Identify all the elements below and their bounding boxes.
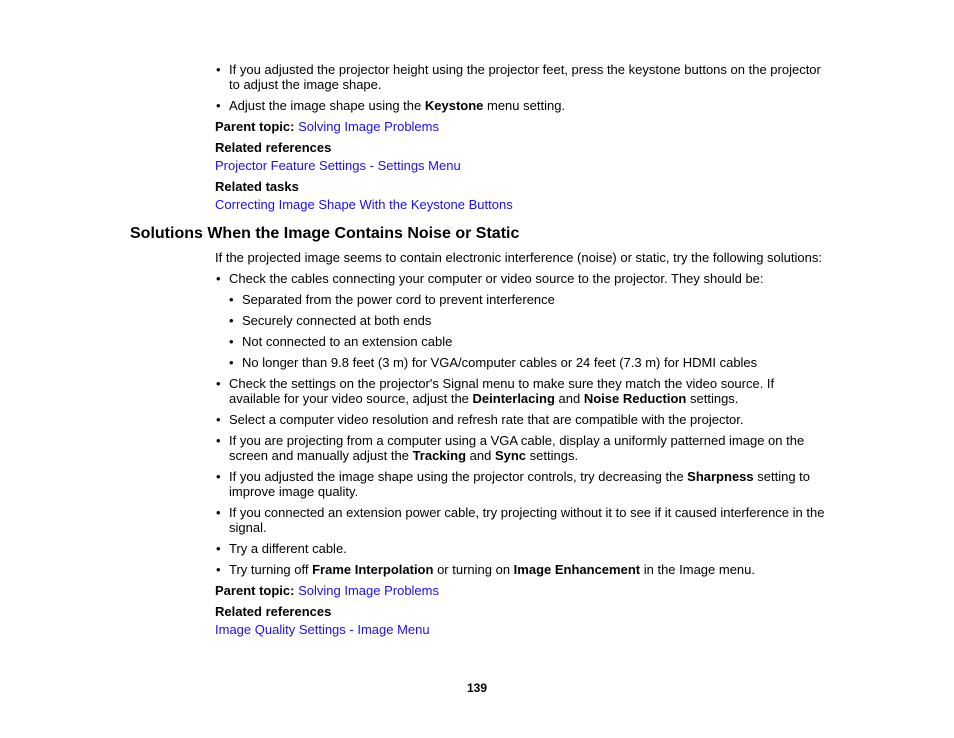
list-item: • Try turning off Frame Interpolation or turning on Image Enhancement in the Image menu. xyxy=(215,562,825,577)
parent-topic-label: Parent topic: xyxy=(215,583,295,598)
parent-topic xyxy=(215,583,825,598)
list-item: • Check the settings on the projector's Signal menu to make sure they match the video source. If available for your video source, adjust the Deinterlacing and Noise Reduction settings. xyxy=(215,376,825,406)
noise-section xyxy=(215,250,825,643)
list-item: • Adjust the image shape using the Keystone menu setting. xyxy=(215,98,825,113)
sub-list-item: • Not connected to an extension cable xyxy=(228,334,825,349)
parent-topic-link[interactable]: Solving Image Problems xyxy=(298,583,439,598)
related-tasks-label: Related tasks xyxy=(215,179,299,194)
list-item: • Try a different cable. xyxy=(215,541,825,556)
list-item: • Select a computer video resolution and refresh rate that are compatible with the projector. xyxy=(215,412,825,427)
list-item: • Check the cables connecting your computer or video source to the projector. They should be: xyxy=(215,271,825,286)
top-section xyxy=(215,62,825,218)
intro-paragraph: If the projected image seems to contain electronic interference (noise) or static, try the following solutions: xyxy=(215,250,822,265)
page-number: 139 xyxy=(466,681,488,695)
related-references-label: Related references xyxy=(215,140,332,155)
sub-list-item: • Separated from the power cord to prevent interference xyxy=(228,292,825,307)
list-item xyxy=(215,62,825,92)
sub-list-item: • Securely connected at both ends xyxy=(228,313,825,328)
bullet-text: If you adjusted the projector height using the projector feet, press the keystone buttons on the projector to adjust the image shape. xyxy=(229,62,821,92)
parent-topic xyxy=(215,119,825,134)
list-item: • If you adjusted the image shape using the projector controls, try decreasing the Sharpness setting to improve image quality. xyxy=(215,469,825,499)
parent-topic-label: Parent topic: xyxy=(215,119,295,134)
parent-topic-link[interactable]: Solving Image Problems xyxy=(298,119,439,134)
sub-list-item: • No longer than 9.8 feet (3 m) for VGA/computer cables or 24 feet (7.3 m) for HDMI cables xyxy=(228,355,825,370)
list-item: • If you are projecting from a computer using a VGA cable, display a uniformly patterned image on the screen and manually adjust the Tracking and Sync settings. xyxy=(215,433,825,463)
section-heading: Solutions When the Image Contains Noise or Static xyxy=(130,225,520,242)
related-reference-link[interactable]: Projector Feature Settings - Settings Menu xyxy=(215,158,461,173)
related-reference-link[interactable]: Image Quality Settings - Image Menu xyxy=(215,622,430,637)
list-item: • If you connected an extension power cable, try projecting without it to see if it caused interference in the signal. xyxy=(215,505,825,535)
related-references-label: Related references xyxy=(215,604,332,619)
related-task-link[interactable]: Correcting Image Shape With the Keystone Buttons xyxy=(215,197,513,212)
